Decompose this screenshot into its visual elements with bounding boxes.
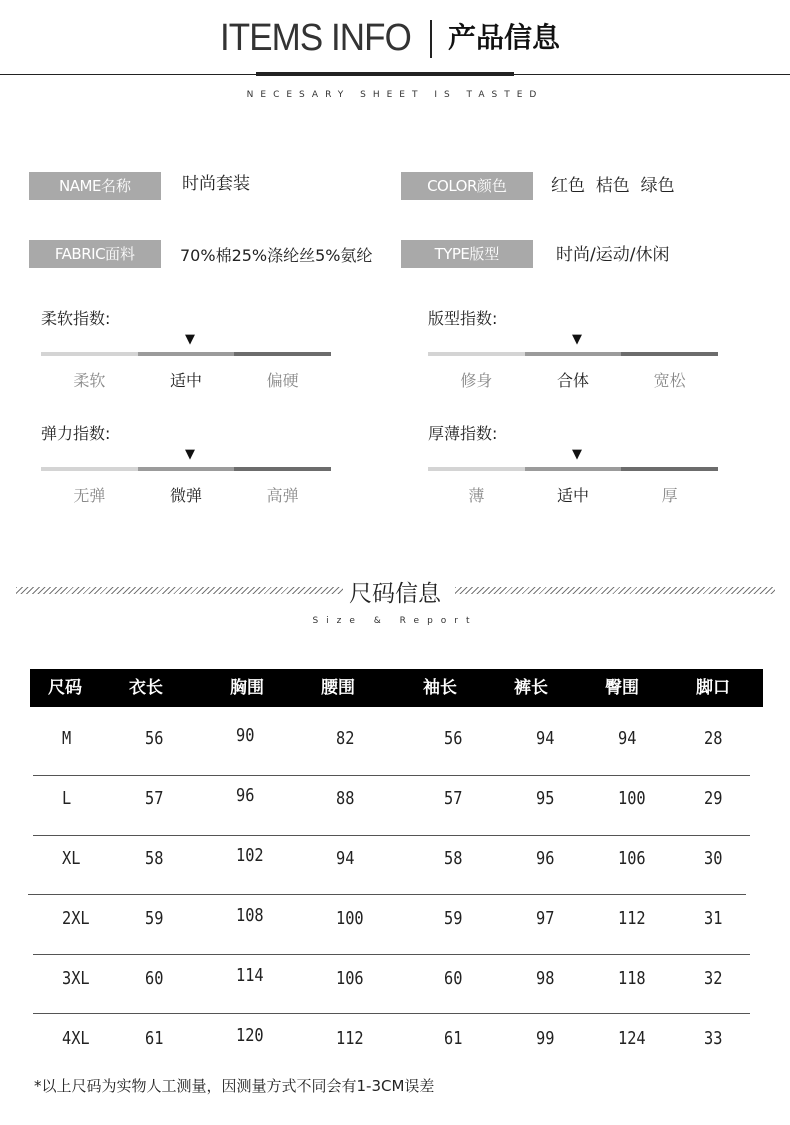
table-header-cell: 臀围 <box>605 678 639 698</box>
table-cell: 94 <box>536 728 555 749</box>
table-cell: 58 <box>145 848 164 869</box>
thickness-option: 薄 <box>468 486 485 505</box>
table-cell: 124 <box>618 1028 646 1049</box>
softness-bar <box>41 352 331 356</box>
table-cell: 108 <box>236 905 264 926</box>
thickness-option: 厚 <box>661 486 678 505</box>
table-cell: 112 <box>336 1028 364 1049</box>
table-cell: 120 <box>236 1025 264 1046</box>
size-section-title-text: 尺码信息 <box>343 581 447 607</box>
header-title-cn: 产品信息 <box>448 21 561 54</box>
softness-marker-icon: ▼ <box>185 332 195 347</box>
table-header-cell: 腰围 <box>321 678 355 698</box>
table-cell: 114 <box>236 965 264 986</box>
size-section-title <box>0 575 790 608</box>
table-cell: 94 <box>336 848 355 869</box>
table-header-cell: 脚口 <box>696 678 730 698</box>
table-cell: 29 <box>704 788 723 809</box>
fabric-label-en: FABRIC <box>54 245 106 263</box>
thickness-option-selected: 适中 <box>557 486 590 505</box>
table-cell: 96 <box>536 848 555 869</box>
table-cell: 32 <box>704 968 723 989</box>
table-cell: 56 <box>444 728 463 749</box>
softness-option-selected: 适中 <box>170 371 203 390</box>
type-value: 时尚/运动/休闲 <box>556 245 670 265</box>
table-cell: 31 <box>704 908 723 929</box>
table-cell: 88 <box>336 788 355 809</box>
color-value: 红色 桔色 绿色 <box>551 176 675 196</box>
header-title-en: ITEMS INFO <box>220 17 411 59</box>
table-cell: 60 <box>145 968 164 989</box>
table-cell-size: M <box>62 728 72 749</box>
name-label <box>29 172 161 200</box>
name-value: 时尚套装 <box>182 174 250 194</box>
softness-option: 柔软 <box>73 371 106 390</box>
table-cell: 100 <box>336 908 364 929</box>
elasticity-options <box>41 483 331 506</box>
header-rule-accent <box>256 72 514 76</box>
table-row-divider <box>33 775 750 776</box>
thickness-options <box>428 483 718 506</box>
table-cell: 57 <box>145 788 164 809</box>
table-row-divider <box>33 1013 750 1014</box>
color-label-en: COLOR <box>427 177 477 195</box>
table-cell: 59 <box>444 908 463 929</box>
table-row-divider <box>33 954 750 955</box>
fit-option: 宽松 <box>653 371 686 390</box>
table-cell-size: 2XL <box>62 908 90 929</box>
elasticity-option-selected: 微弹 <box>170 486 203 505</box>
color-label <box>401 172 533 200</box>
table-cell: 95 <box>536 788 555 809</box>
fit-option-selected: 合体 <box>557 371 590 390</box>
fit-option: 修身 <box>460 371 493 390</box>
fabric-value: 70%棉25%涤纶丝5%氨纶 <box>180 246 373 265</box>
table-cell: 97 <box>536 908 555 929</box>
table-cell: 90 <box>236 725 255 746</box>
table-cell: 56 <box>145 728 164 749</box>
softness-options <box>41 368 331 391</box>
table-row-divider <box>33 835 750 836</box>
elasticity-title: 弹力指数: <box>41 424 111 443</box>
table-cell: 61 <box>145 1028 164 1049</box>
table-cell: 94 <box>618 728 637 749</box>
table-cell-size: 3XL <box>62 968 90 989</box>
table-header-cell: 袖长 <box>423 678 457 698</box>
elasticity-option: 高弹 <box>266 486 299 505</box>
elasticity-option: 无弹 <box>73 486 106 505</box>
table-cell: 118 <box>618 968 646 989</box>
header-subtitle: NECESARY SHEET IS TASTED <box>246 90 544 100</box>
table-row-divider <box>28 894 746 895</box>
table-cell: 106 <box>618 848 646 869</box>
table-header-cell: 裤长 <box>514 678 548 698</box>
measurement-note: *以上尺码为实物人工测量，因测量方式不同会有1-3CM误差 <box>34 1077 435 1095</box>
table-header-cell: 衣长 <box>129 678 163 698</box>
table-cell: 106 <box>336 968 364 989</box>
name-label-en: NAME <box>59 177 101 195</box>
fit-marker-icon: ▼ <box>572 332 582 347</box>
size-section-subtitle: Size & Report <box>312 616 478 626</box>
table-cell: 112 <box>618 908 646 929</box>
table-cell: 102 <box>236 845 264 866</box>
table-cell-size: L <box>62 788 72 809</box>
name-label-cn: 名称 <box>100 177 131 195</box>
fit-bar <box>428 352 718 356</box>
softness-title: 柔软指数: <box>41 309 111 328</box>
table-cell: 99 <box>536 1028 555 1049</box>
table-cell: 28 <box>704 728 723 749</box>
type-label <box>401 240 533 268</box>
fabric-label <box>29 240 161 268</box>
thickness-title: 厚薄指数: <box>428 424 498 443</box>
fabric-label-cn: 面料 <box>105 245 136 263</box>
thickness-marker-icon: ▼ <box>572 447 582 462</box>
table-cell: 30 <box>704 848 723 869</box>
softness-option: 偏硬 <box>266 371 299 390</box>
table-cell: 58 <box>444 848 463 869</box>
table-cell: 61 <box>444 1028 463 1049</box>
table-header-cell: 胸围 <box>230 678 264 698</box>
table-cell: 33 <box>704 1028 723 1049</box>
elasticity-bar <box>41 467 331 471</box>
table-cell: 60 <box>444 968 463 989</box>
table-cell: 57 <box>444 788 463 809</box>
table-cell: 100 <box>618 788 646 809</box>
table-cell: 82 <box>336 728 355 749</box>
table-cell-size: XL <box>62 848 81 869</box>
elasticity-marker-icon: ▼ <box>185 447 195 462</box>
fit-title: 版型指数: <box>428 309 498 328</box>
type-label-cn: 版型 <box>469 245 500 263</box>
type-label-en: TYPE <box>434 245 470 263</box>
table-cell: 59 <box>145 908 164 929</box>
fit-options <box>428 368 718 391</box>
thickness-bar <box>428 467 718 471</box>
table-cell: 98 <box>536 968 555 989</box>
header-divider <box>430 20 432 58</box>
table-cell-size: 4XL <box>62 1028 90 1049</box>
table-cell: 96 <box>236 785 255 806</box>
table-header-cell: 尺码 <box>48 678 82 698</box>
color-label-cn: 颜色 <box>476 177 507 195</box>
